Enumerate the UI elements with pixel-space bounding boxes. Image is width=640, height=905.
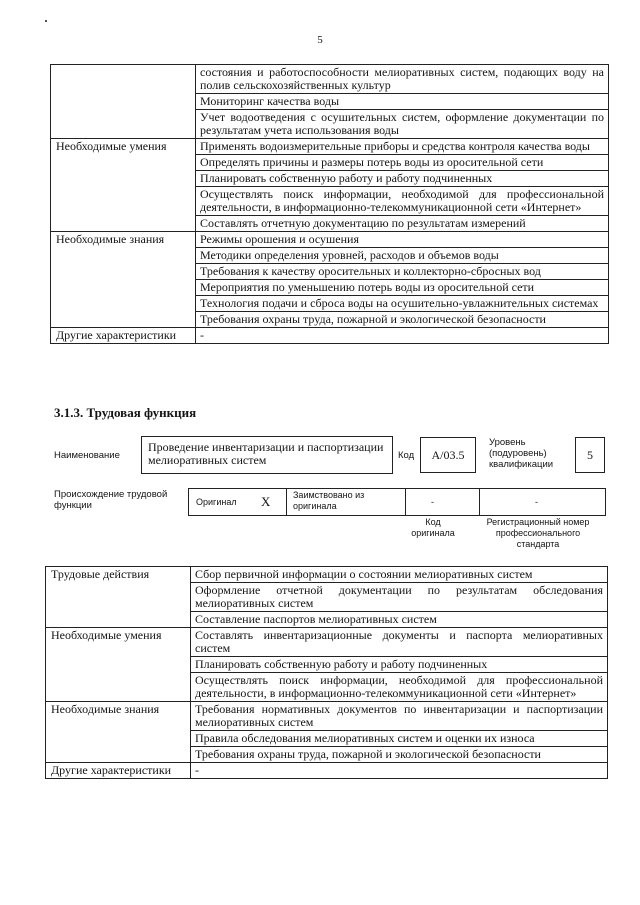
row-category-label: Другие характеристики <box>46 763 191 779</box>
requirement-item: Технология подачи и сброса воды на осушительно-увлажнительных системах <box>196 296 609 312</box>
divider <box>479 489 480 515</box>
table-row <box>51 232 609 248</box>
requirement-item: Правила обследования мелиоративных систем и оценки их износа <box>191 731 608 747</box>
table-row <box>46 763 608 779</box>
table-row <box>51 139 609 155</box>
function-name-box <box>141 436 393 474</box>
divider <box>286 489 287 515</box>
requirement-item: Планировать собственную работу и работу подчиненных <box>196 171 609 187</box>
level-label: Уровень (подуровень) квалификации <box>489 437 554 470</box>
row-category-label: Необходимые знания <box>51 232 196 328</box>
table-row <box>51 65 609 94</box>
requirement-item: Планировать собственную работу и работу подчиненных <box>191 657 608 673</box>
requirement-item: Оформление отчетной документации по результатам обследования мелиоративных систем <box>191 583 608 612</box>
code-original-dash: - <box>431 497 434 507</box>
original-mark: X <box>261 494 271 509</box>
requirement-item: Режимы орошения и осушения <box>196 232 609 248</box>
requirement-item: Требования охраны труда, пожарной и экологической безопасности <box>191 747 608 763</box>
scan-speck <box>45 20 47 22</box>
requirement-item: Требования к качеству оросительных и коллекторно-сбросных вод <box>196 264 609 280</box>
reg-number-dash: - <box>535 497 538 507</box>
requirement-item: Применять водоизмерительные приборы и средства контроля качества воды <box>196 139 609 155</box>
row-category-label: Необходимые умения <box>51 139 196 232</box>
section-heading: 3.1.3. Трудовая функция <box>54 405 197 420</box>
origin-label: Происхождение трудовой функции <box>54 489 168 511</box>
row-category-label: Необходимые знания <box>46 702 191 763</box>
code-original-caption: Код оригинала <box>411 517 455 538</box>
requirement-item: Требования нормативных документов по инвентаризации и паспортизации мелиоративных систем <box>191 702 608 731</box>
requirement-item: Определять причины и размеры потерь воды из оросительной сети <box>196 155 609 171</box>
requirement-item: - <box>196 328 609 344</box>
requirement-item: Методики определения уровней, расходов и объемов воды <box>196 248 609 264</box>
requirement-item: Составление паспортов мелиоративных систем <box>191 612 608 628</box>
requirement-item: Мероприятия по уменьшению потерь воды из оросительной сети <box>196 280 609 296</box>
table-row <box>46 702 608 731</box>
requirements-table-bottom <box>45 566 608 779</box>
row-category-label <box>51 65 196 139</box>
borrowed-label: Заимствовано из оригинала <box>293 490 365 511</box>
level-box <box>575 437 605 473</box>
original-label: Оригинал <box>196 497 237 507</box>
table-row <box>51 328 609 344</box>
requirement-item: состояния и работоспособности мелиоративных систем, подающих воду на полив сельскохозяйственных культур <box>196 65 609 94</box>
requirement-item: Мониторинг качества воды <box>196 94 609 110</box>
page-number: 5 <box>317 34 323 46</box>
code-value: A/03.5 <box>431 448 465 462</box>
table-row <box>46 567 608 583</box>
requirements-table-top <box>50 64 609 344</box>
requirement-item: Осуществлять поиск информации, необходимой для профессиональной деятельности, в информационно-телекоммуникационной сети «Интернет» <box>191 673 608 702</box>
requirement-item: Требования охраны труда, пожарной и экологической безопасности <box>196 312 609 328</box>
divider <box>405 489 406 515</box>
reg-number-caption: Регистрационный номер профессионального стандарта <box>486 517 590 549</box>
function-name-value: Проведение инвентаризации и паспортизации мелиоративных систем <box>148 440 384 467</box>
table-row <box>46 628 608 657</box>
code-label: Код <box>398 450 415 461</box>
level-value: 5 <box>587 448 593 462</box>
requirement-item: Составлять инвентаризационные документы и паспорта мелиоративных систем <box>191 628 608 657</box>
code-box <box>420 437 476 473</box>
requirement-item: Осуществлять поиск информации, необходимой для профессиональной деятельности, в информационно-телекоммуникационной сети «Интернет» <box>196 187 609 216</box>
requirement-item: Учет водоотведения с осушительных систем, оформление документации по результатам учета использования воды <box>196 110 609 139</box>
requirement-item: - <box>191 763 608 779</box>
row-category-label: Трудовые действия <box>46 567 191 628</box>
requirement-item: Сбор первичной информации о состоянии мелиоративных систем <box>191 567 608 583</box>
requirement-item: Составлять отчетную документацию по результатам измерений <box>196 216 609 232</box>
row-category-label: Необходимые умения <box>46 628 191 702</box>
origin-row <box>188 488 606 516</box>
name-label: Наименование <box>54 450 120 461</box>
row-category-label: Другие характеристики <box>51 328 196 344</box>
